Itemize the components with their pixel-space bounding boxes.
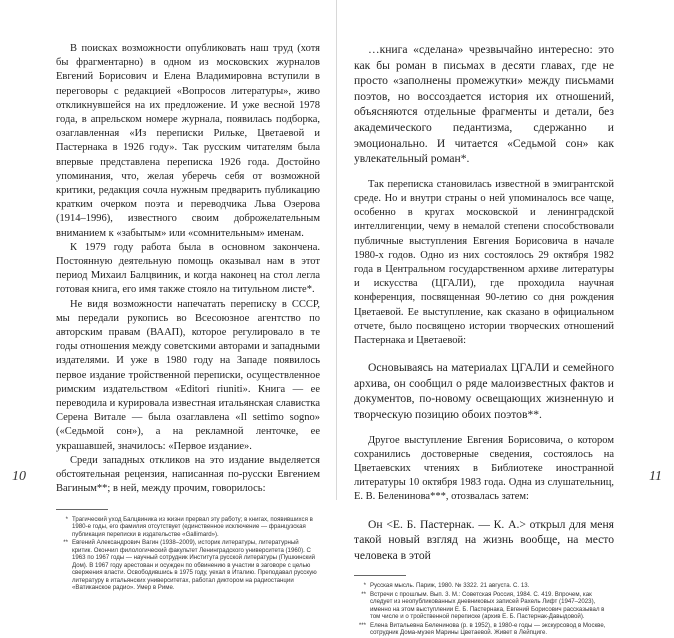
- quote-text: …книга «сделана» чрезвычайно интересно: это как бы роман в письмах в десяти главах, где не просто «заполнены промежутки» между письмами поэтов, но воссоздается история их отношений, объясняются отдельные фрагменты и детали, без академического педантизма, сдержанно и эмоционально. И читается «Седьмой сон» как увлекательный роман*.: [354, 43, 614, 166]
- footnote-text: Евгений Александрович Вагин (1938–2009), историк литературы, литературный критик. Окончил филологический факультет Ленинградского университета (1960). С 1963 по 1967 годы — научный сотрудник Института русской литературы (Пушкинский Дом). В 1967 году арестован и осужден по обвинению в участии в заговоре с целью свержения власти. Освободившись в 1975 году, уехал в Италию. Преподавал русскую литературу в итальянских университетах, работал диктором на радиостанции «Ватиканское радио». Умер в Риме.: [72, 539, 317, 591]
- block-quote: [354, 360, 614, 422]
- footnote-mark: *: [363, 582, 366, 590]
- right-text-column: [354, 42, 614, 638]
- footnote-text: Русская мысль. Париж, 1980. № 3322. 21 августа. С. 13.: [370, 582, 530, 590]
- left-page: [0, 0, 337, 591]
- footnote: [56, 539, 320, 592]
- footnote-rule: [56, 509, 108, 510]
- footnote: [354, 622, 614, 637]
- page-number: 11: [649, 469, 662, 484]
- paragraph: Другое выступление Евгения Борисовича, о котором сохранились достоверные сведения, состоялось на Цветаевских чтениях в Библиотеке иностранной литературы 10 октября 1983 года. Одна из слушательниц, Е. В. Беленинова***, отозвалась затем:: [354, 434, 614, 503]
- block-quote: [354, 42, 614, 167]
- footnote-text: Елена Витальевна Беленинова (р. в 1952), в 1980-е годы — экскурсовод в Москве, сотрудник Дома-музея Марины Цветаевой. Живет в Лейпциге.: [370, 621, 606, 637]
- paragraph: Так переписка становилась известной в эмигрантской среде. Но и внутри страны о ней упоминалось все чаще, особенно в кругах московской и ленинградской интеллигенции, чему в немалой степени способствовали публичные выступления Евгения Борисовича в начале 1980-х годов. Одно из них состоялось 29 октября 1982 года в Центральном государственном архиве литературы и искусства (ЦГАЛИ), где проходила научная конференция, посвященная 90-летию со дня рождения Цветаевой. Ее выступление, как сказано в официальном отчете, было посвящено истории творческих отношений Пастернака и Цветаевой:: [354, 178, 614, 346]
- footnote: [354, 582, 614, 590]
- footnote-mark: ***: [358, 621, 366, 629]
- block-quote: [354, 517, 614, 564]
- paragraph: К 1979 году работа была в основном закончена. Постоянную деятельную помощь оказывал нам в этот период Михаил Балцвиник, и когда наконец на стол легла готовая книга, его имя также стояло на титульном листе*.: [56, 241, 320, 296]
- left-text-column: [56, 42, 320, 593]
- footnote-mark: **: [63, 539, 68, 546]
- footnote-mark: **: [361, 590, 366, 598]
- footnote-text: Встречи с прошлым. Вып. 3. М.: Советская Россия, 1984. С. 419. Впрочем, как следует из неопубликованных дневниковых записей Рахель Лифт (1947–2023), именно на этом выступлении Е. Б. Пастернака, Евгений Борисович рассказывал в том числе и о тройственной переписке (архив Е. Б. Пастернак-Давыдовой).: [370, 590, 605, 621]
- footnote: [56, 516, 320, 539]
- quote-text: Он <Е. Б. Пастернак. — К. А.> открыл для меня такой новый взгляд на жизнь вообще, на место человека в этой: [354, 517, 614, 562]
- quote-text: Основываясь на материалах ЦГАЛИ и семейного архива, он сообщил о ряде малоизвестных фактов и документов, по-новому освещающих жизненную и творческую позицию обоих поэтов**.: [354, 361, 614, 421]
- paragraph: Не видя возможности напечатать переписку в СССР, мы передали рукопись во Всесоюзное агентство по авторским правам (ВААП), которое регулировало в те годы отношения между советскими авторами и западными издателями. И уже в 1980 году на Западе появилось первое издание тройственной переписки, осуществленное римским издательством «Editori riuniti». Книга — ее переводила и курировала известная итальянская славистка Серена Витале — была озаглавлена «Il settimo sogno» («Седьмой сон»), а на рекламной ленточке, ее украшавшей, значилось: «Первое издание».: [56, 298, 320, 452]
- footnote-rule: [354, 575, 406, 576]
- paragraph: В поисках возможности опубликовать наш труд (хотя бы фрагментарно) в одном из московских журналов Евгений Борисович и Елена Владимировна вступили в переговоры с редакцией «Вопросов литературы», живо откликнувшейся на их предложение. И уже весной 1978 года, в апрельском номере журнала, появилась подборка, озаглавленная «Из переписки Рильке, Цветаевой и Пастернака в 1926 году». Так русским читателям была впервые представлена переписка 1926 года. Достойно упоминания, что, желая уберечь себя от возможной критики, редакция сочла нужным предварить публикацию кратким очерком поэта и переводчика Льва Озерова (1914–1996), известного своим доброжелательным вниманием к «забытым» или «сомнительным» именам.: [56, 43, 320, 239]
- footnote: [354, 591, 614, 621]
- paragraph: Среди западных откликов на это издание выделяется обстоятельная рецензия, написанная по-русски Евгением Вагиным**; в ней, между прочим, говорилось:: [56, 454, 320, 495]
- footnote-text: Трагический уход Балцвиника из жизни прервал эту работу; в книгах, появившихся в 1980-е годы, его фамилия отсутствует (единственное исключение — французская публикация переписки в издательстве «Gallimard»).: [72, 515, 313, 538]
- page-number: 10: [12, 469, 26, 484]
- right-page: [337, 0, 674, 637]
- footnote-mark: *: [65, 515, 68, 523]
